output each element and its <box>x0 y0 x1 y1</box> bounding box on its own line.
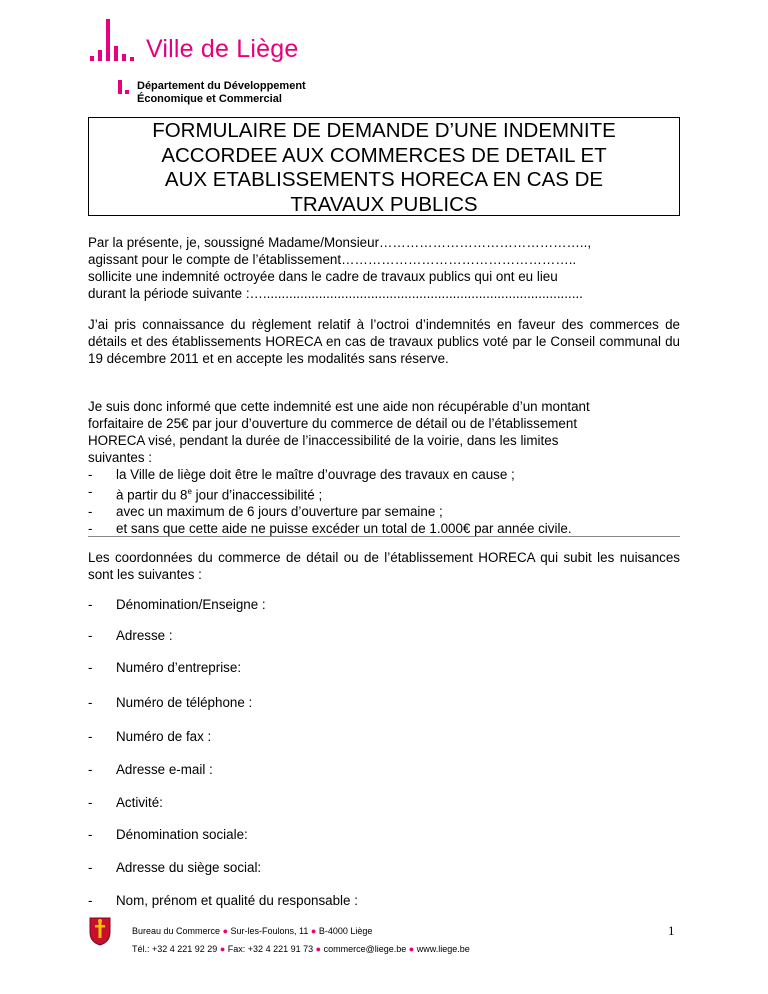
separator-dot-icon: ● <box>310 926 317 936</box>
footer-address: Bureau du Commerce ● Sur-les-Foulons, 11 ● B-4000 Liège <box>132 926 373 936</box>
liege-logo-icon <box>88 16 148 64</box>
indemnity-conditions-paragraph: Je suis donc informé que cette indemnité est une aide non récupérable d’un montant forfaitaire de 25€ par jour d’ouverture du commerce de détail ou de l’établissement HORECA visé, pendant la durée de l’inaccessibilité de la voirie, dans les limites suivantes : - la Ville de liège doit être le maître d’ouvrage des travaux en cause ; - à partir du 8e jour d’inaccessibilité ; - avec un maximum de 6 jours d’ouverture par semaine ; - et sans que cette aide ne puisse excéder un total de 1.000€ par année civile. <box>88 398 680 537</box>
condition-item: - et sans que cette aide ne puisse excéder un total de 1.000€ par année civile. <box>88 521 572 537</box>
footer-contact: Tél.: +32 4 221 92 29 ● Fax: +32 4 221 91 73 ● commerce@liege.be ● www.liege.be <box>132 944 470 954</box>
separator-dot-icon: ● <box>219 944 226 954</box>
form-title: FORMULAIRE DE DEMANDE D’UNE INDEMNITE ACCORDEE AUX COMMERCES DE DETAIL ET AUX ETABLISSEMENTS HORECA EN CAS DE TRAVAUX PUBLICS <box>88 117 680 216</box>
department-name: Département du Développement Économique et Commercial <box>137 80 306 105</box>
email-link[interactable]: commerce@liege.be <box>323 944 407 954</box>
logo-text: Ville de Liège <box>146 35 299 63</box>
page-number: 1 <box>668 923 675 938</box>
rules-acknowledgement-paragraph: J’ai pris connaissance du règlement relatif à l’octroi d’indemnités en faveur des commerces de détails et des établissements HORECA en cas de travaux publics voté par le Conseil communal du 19 décembre 2011 et en accepte les modalités sans réserve. <box>88 317 680 366</box>
intro-paragraph: Par la présente, je, soussigné Madame/Monsieur……………………………………….., agissant pour le compte de l’établissement…………………………………………….. sollicite une indemnité octroyée dans le cadre de travaux publics qui ont eu lieu durant la période suivante :…...................................................................................... <box>88 235 592 301</box>
condition-item: - la Ville de liège doit être le maître d’ouvrage des travaux en cause ; <box>88 467 515 482</box>
condition-item: - avec un maximum de 6 jours d’ouverture par semaine ; <box>88 504 443 520</box>
divider <box>88 536 680 537</box>
department-mark-icon <box>117 80 131 104</box>
website-link[interactable]: www.liege.be <box>416 944 470 954</box>
condition-item: - à partir du 8e jour d’inaccessibilité ; <box>88 484 323 503</box>
separator-dot-icon: ● <box>222 926 228 936</box>
separator-dot-icon: ● <box>408 944 415 954</box>
liege-coat-of-arms-icon <box>88 916 112 946</box>
separator-dot-icon: ● <box>315 944 322 954</box>
coordinates-intro: Les coordonnées du commerce de détail ou de l’établissement HORECA qui subit les nuisances sont les suivantes : <box>88 550 680 582</box>
